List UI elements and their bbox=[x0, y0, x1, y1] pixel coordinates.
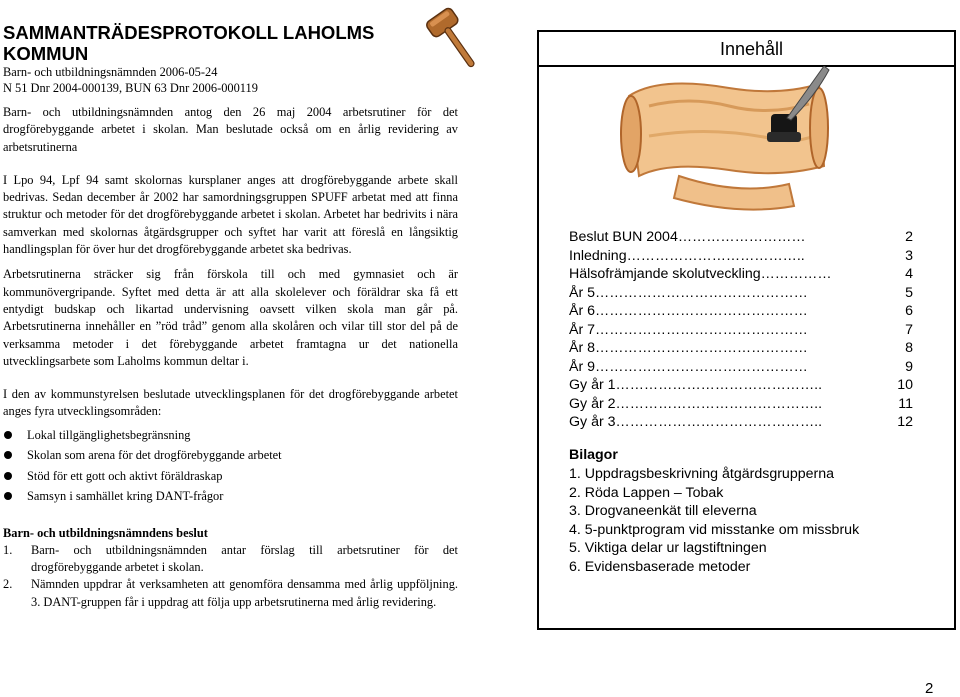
bullet-icon bbox=[4, 431, 12, 439]
toc-row: Inledning……………………………….. 3 bbox=[569, 247, 913, 264]
bullet-icon bbox=[4, 472, 12, 480]
list-item: Samsyn i samhället kring DANT-frågor bbox=[3, 486, 458, 507]
appendix-item: 5. Viktiga delar ur lagstiftningen bbox=[569, 540, 767, 556]
table-of-contents bbox=[569, 228, 913, 432]
page-number: 2 bbox=[925, 680, 934, 697]
bullet-icon bbox=[4, 451, 12, 459]
toc-row: År 5……………………………………… 5 bbox=[569, 284, 913, 301]
decision-list bbox=[3, 542, 458, 611]
appendices bbox=[569, 446, 949, 576]
list-item: Stöd för ett gott och aktivt föräldraskap bbox=[3, 466, 458, 487]
toc-row: År 7……………………………………… 7 bbox=[569, 321, 913, 338]
left-column bbox=[3, 8, 458, 611]
toc-row: Gy år 2…………………………………….. 11 bbox=[569, 395, 913, 412]
list-item: Lokal tillgänglighetsbegränsning bbox=[3, 425, 458, 446]
decision-item: 2. Nämnden uppdrar åt verksamheten att genomföra densamma med årlig uppföljning. 3. DANT-gruppen får i uppdrag att följa upp arbetsrutinerna med årlig revidering. bbox=[3, 577, 458, 609]
appendix-item: 1. Uppdragsbeskrivning åtgärdsgrupperna bbox=[569, 466, 834, 482]
toc-row: Gy år 3…………………………………….. 12 bbox=[569, 414, 913, 430]
development-areas-list bbox=[3, 425, 458, 507]
paragraph-development-plan: I den av kommunstyrelsen beslutade utvecklingsplanen för det drogförebyggande arbetet anges fyra utvecklingsområden: bbox=[3, 387, 458, 419]
reference-line: N 51 Dnr 2004-000139, BUN 63 Dnr 2006-000119 bbox=[3, 81, 258, 95]
appendices-heading: Bilagor bbox=[569, 447, 618, 463]
bullet-icon bbox=[4, 492, 12, 500]
paragraph-intro: Barn- och utbildningsnämnden antog den 26 maj 2004 arbetsrutiner för det drogförebyggande arbetet i skolan. Man beslutade också om en årlig revidering av arbetsrutinerna bbox=[3, 105, 458, 154]
committee-line: Barn- och utbildningsnämnden 2006-05-24 bbox=[3, 65, 218, 79]
toc-row: År 8……………………………………… 8 bbox=[569, 340, 913, 356]
decision-item: 1. Barn- och utbildningsnämnden antar förslag till arbetsrutiner för det drogförebyggande arbetet i skolan. bbox=[3, 542, 458, 575]
contents-box bbox=[537, 30, 956, 630]
decision-heading: Barn- och utbildningsnämndens beslut bbox=[3, 525, 208, 540]
gavel-icon bbox=[425, 2, 485, 74]
scroll-quill-icon bbox=[619, 66, 849, 216]
toc-row: Beslut BUN 2004……………………… 2 bbox=[569, 229, 913, 245]
toc-row: År 6……………………………………… 6 bbox=[569, 303, 913, 319]
appendix-item: 3. Drogvaneenkät till eleverna bbox=[569, 503, 757, 519]
toc-row: Hälsofrämjande skolutveckling…………… 4 bbox=[569, 266, 913, 282]
toc-row: Gy år 1…………………………………….. 10 bbox=[569, 377, 913, 393]
paragraph-background: I Lpo 94, Lpf 94 samt skolornas kursplaner anges att drogförebyggande arbete skall bedrivas. Sedan december år 2002 har samordningsgruppen SPUFF arbetat med att finna struktur och metoder för det drogförebyggande arbetet i skolan. Arbetet har bedrivits i nära samverkan med skolornas åtgärdsgrupper och syftet har varit att föreslå en långsiktig handlingsplan för över hur det drogförebyggande arbetet ska bedrivas. bbox=[3, 172, 458, 257]
appendix-item: 2. Röda Lappen – Tobak bbox=[569, 484, 724, 501]
appendix-item: 6. Evidensbaserade metoder bbox=[569, 558, 751, 575]
toc-row: År 9……………………………………… 9 bbox=[569, 358, 913, 375]
appendix-item: 4. 5-punktprogram vid misstanke om missbruk bbox=[569, 521, 860, 538]
page-title: SAMMANTRÄDESPROTOKOLL LAHOLMS KOMMUN bbox=[3, 22, 375, 64]
list-item: Skolan som arena för det drogförebyggande arbetet bbox=[3, 445, 458, 466]
paragraph-scope: Arbetsrutinerna sträcker sig från förskola till och med gymnasiet och är kommunövergripande. Syftet med detta är att alla skolelever och föräldrar ska få ett entydigt budskap och likartad undervisning oavsett vilken skola man går på. Arbetsrutinerna innehåller en ”röd tråd” genom alla skolåren och vilar till stor del på de verksamma metoder i det förebyggande arbetet framtagna ur det nationella utvecklingsarbete som Laholms kommun deltar i. bbox=[3, 267, 458, 368]
contents-heading: Innehåll bbox=[539, 32, 954, 67]
